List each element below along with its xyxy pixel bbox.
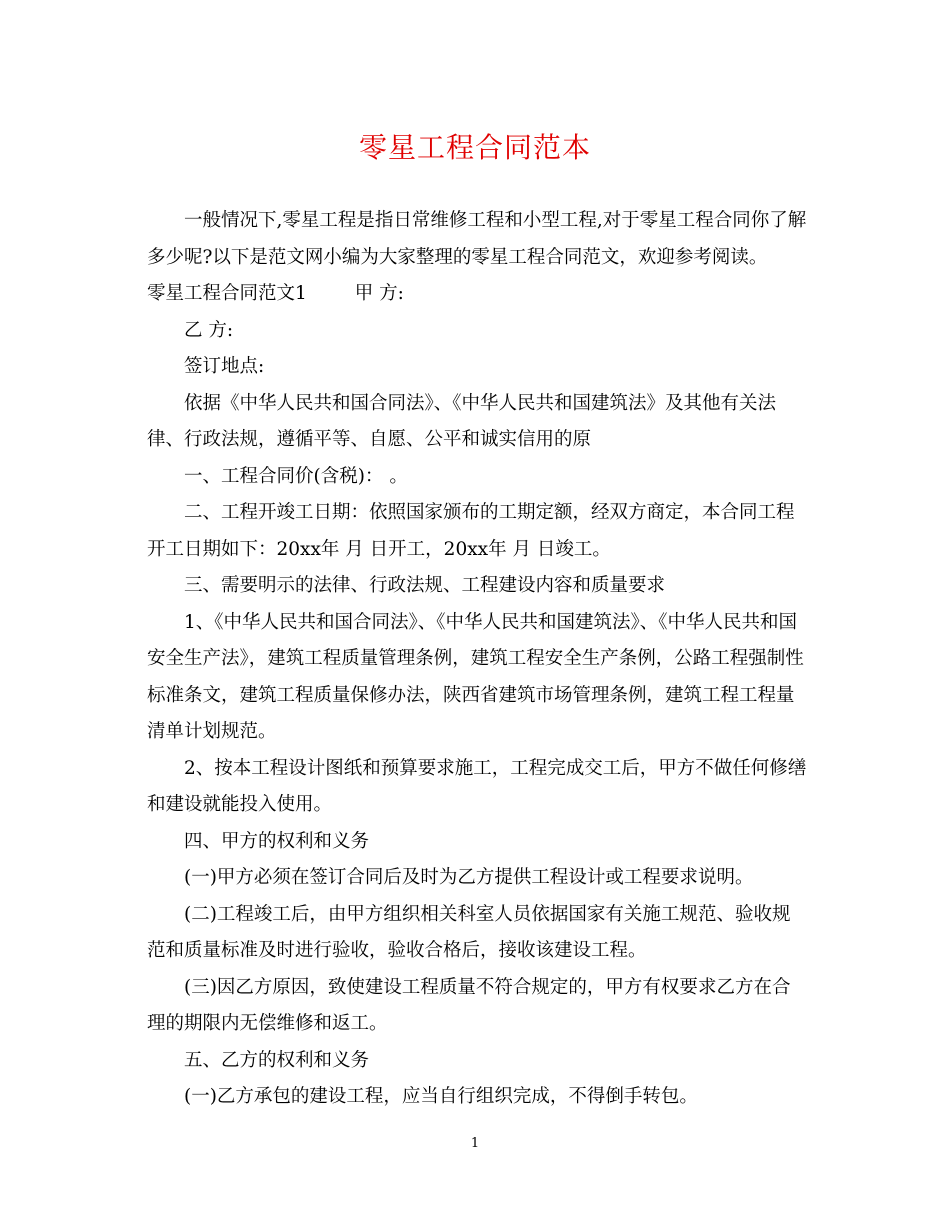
section-4-item-2: (二)工程竣工后，由甲方组织相关科室人员依据国家有关施工规范、验收规范和质量标准及时进行验收，验收合格后，接收该建设工程。 [147, 903, 791, 961]
party-b-label: 乙 方: [184, 319, 234, 341]
legal-basis-paragraph: 依据《中华人民共和国合同法》、《中华人民共和国建筑法》及其他有关法律、行政法规，遵循平等、自愿、公平和诚实信用的原 [147, 392, 777, 450]
page-title: 零星工程合同范本 [358, 131, 591, 164]
section-3-item-1: 1、《中华人民共和国合同法》、《中华人民共和国建筑法》、《中华人民共和国安全生产法》，建筑工程质量管理条例，建筑工程安全生产条例，公路工程强制性标准条文，建筑工程质量保修办法，陕西省建筑市场管理条例，建筑工程工程量清单计划规范。 [147, 611, 804, 742]
section-4-heading: 四、甲方的权利和义务 [184, 830, 370, 852]
section-3-heading: 三、需要明示的法律、行政法规、工程建设内容和质量要求 [184, 575, 666, 596]
section-4-item-3: (三)因乙方原因，致使建设工程质量不符合规定的，甲方有权要求乙方在合理的期限内无偿维修和返工。 [147, 976, 791, 1034]
section-3-item-2: 2、按本工程设计图纸和预算要求施工，工程完成交工后，甲方不做任何修缮和建设就能投入使用。 [147, 757, 807, 815]
page-number: 1 [470, 1136, 480, 1151]
section-2-dates: 二、工程开竣工日期：依照国家颁布的工期定额，经双方商定，本合同工程开工日期如下：20xx年 月 日开工，20xx年 月 日竣工。 [147, 502, 795, 560]
section-5-heading: 五、乙方的权利和义务 [184, 1049, 370, 1071]
party-a-label: 甲 方: [354, 283, 404, 304]
intro-paragraph: 一般情况下,零星工程是指日常维修工程和小型工程,对于零星工程合同你了解多少呢?以下是范文网小编为大家整理的零星工程合同范文，欢迎参考阅读。 [147, 210, 807, 268]
section-1-price: 一、工程合同价(含税)： 。 [184, 465, 408, 487]
section-4-item-1: (一)甲方必须在签订合同后及时为乙方提供工程设计或工程要求说明。 [184, 867, 754, 888]
document-body [147, 203, 807, 1116]
signing-place-label: 签订地点: [184, 356, 265, 377]
sample-heading: 零星工程合同范文1 [147, 283, 307, 304]
section-5-item-1: (一)乙方承包的建设工程，应当自行组织完成，不得倒手转包。 [184, 1086, 698, 1107]
sample-heading-line [147, 276, 807, 313]
